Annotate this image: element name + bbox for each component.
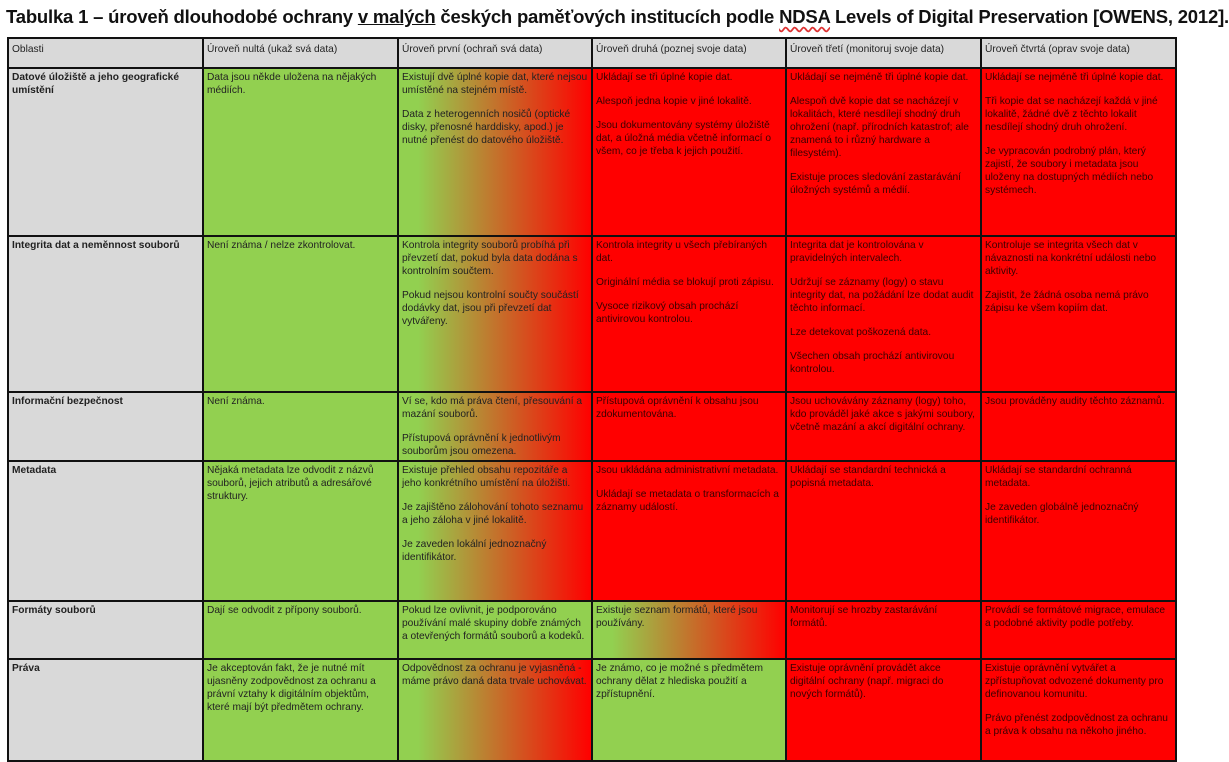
header-level-4: Úroveň čtvrtá (oprav svoje data) <box>981 38 1176 68</box>
level-1-cell <box>398 659 592 761</box>
table-row <box>8 392 1176 461</box>
caption-ndsa: NDSA <box>779 6 831 27</box>
area-cell: Datové úložiště a jeho geografické umístění <box>8 68 203 236</box>
cell-paragraph: Pokud nejsou kontrolní součty součástí dodávky dat, jsou při převzetí dat vytvářeny. <box>402 290 579 327</box>
cell-paragraph: Všechen obsah prochází antivirovou kontrolou. <box>790 351 955 375</box>
level-0-cell <box>203 236 398 392</box>
level-0-cell <box>203 659 398 761</box>
area-cell: Formáty souborů <box>8 601 203 659</box>
cell-paragraph: Jsou ukládána administrativní metadata. <box>596 465 779 476</box>
level-4-cell <box>981 392 1176 461</box>
level-4-cell <box>981 659 1176 761</box>
area-cell: Informační bezpečnost <box>8 392 203 461</box>
cell-paragraph: Vysoce rizikový obsah prochází antivirovou kontrolou. <box>596 301 739 325</box>
level-1-cell <box>398 461 592 601</box>
level-3-cell <box>786 461 981 601</box>
table-row <box>8 601 1176 659</box>
level-4-cell <box>981 461 1176 601</box>
level-0-cell <box>203 392 398 461</box>
level-3-cell <box>786 601 981 659</box>
cell-paragraph: Právo přenést zodpovědnost za ochranu a práva k obsahu na někoho jiného. <box>985 713 1168 737</box>
level-1-cell <box>398 601 592 659</box>
cell-paragraph: Ukládají se nejméně tři úplné kopie dat. <box>985 72 1164 83</box>
header-level-0: Úroveň nultá (ukaž svá data) <box>203 38 398 68</box>
header-level-3: Úroveň třetí (monitoruj svoje data) <box>786 38 981 68</box>
cell-paragraph: Kontroluje se integrita všech dat v návaznosti na konkrétní události nebo aktivity. <box>985 240 1157 277</box>
table-row <box>8 461 1176 601</box>
cell-paragraph: Pokud lze ovlivnit, je podporováno používání malé skupiny dobře známých a otevřených formátů souborů a kodeků. <box>402 605 585 642</box>
level-0-cell <box>203 461 398 601</box>
cell-paragraph: Je zajištěno zálohování tohoto seznamu a jeho záloha v jiné lokalitě. <box>402 502 584 526</box>
level-2-cell <box>592 236 786 392</box>
cell-paragraph: Existuje oprávnění provádět akce digitální ochrany (např. migraci do nových formátů). <box>790 663 944 700</box>
cell-paragraph: Originální média se blokují proti zápisu. <box>596 277 774 288</box>
table-body <box>8 68 1176 761</box>
level-4-cell <box>981 236 1176 392</box>
level-2-cell <box>592 392 786 461</box>
cell-paragraph: Ukládají se standardní ochranná metadata. <box>985 465 1132 489</box>
level-2-cell <box>592 461 786 601</box>
cell-paragraph: Jsou dokumentovány systémy úložiště dat, a úložná média včetně informací o všem, co je třeba k jejich použití. <box>596 120 771 157</box>
cell-paragraph: Lze detekovat poškozená data. <box>790 327 932 338</box>
cell-paragraph: Není známa. <box>207 396 265 407</box>
level-3-cell <box>786 659 981 761</box>
cell-paragraph: Existuje přehled obsahu repozitáře a jeho konkrétního umístění na úložišti. <box>402 465 571 489</box>
area-cell: Metadata <box>8 461 203 601</box>
cell-paragraph: Nějaká metadata lze odvodit z názvů souborů, jejich atributů a adresářové struktury. <box>207 465 374 502</box>
header-level-1: Úroveň první (ochraň svá data) <box>398 38 592 68</box>
cell-paragraph: Existuje seznam formátů, které jsou používány. <box>596 605 758 629</box>
level-2-cell <box>592 659 786 761</box>
caption-prefix: Tabulka 1 – úroveň dlouhodobé ochrany <box>6 6 358 27</box>
cell-paragraph: Kontrola integrity u všech přebíraných dat. <box>596 240 768 264</box>
cell-paragraph: Existují dvě úplné kopie dat, které nejsou umístěné na stejném místě. <box>402 72 588 96</box>
caption-middle: českých paměťových institucích podle <box>435 6 780 27</box>
cell-paragraph: Alespoň jedna kopie v jiné lokalitě. <box>596 96 752 107</box>
cell-paragraph: Přístupová oprávnění k obsahu jsou zdokumentována. <box>596 396 759 420</box>
cell-paragraph: Jsou prováděny audity těchto záznamů. <box>985 396 1165 407</box>
level-1-cell <box>398 236 592 392</box>
cell-paragraph: Ví se, kdo má práva čtení, přesouvání a mazání souborů. <box>402 396 583 420</box>
caption-rest: Levels of Digital Preservation [OWENS, 2012]. <box>830 6 1229 27</box>
header-level-2: Úroveň druhá (poznej svoje data) <box>592 38 786 68</box>
level-3-cell <box>786 68 981 236</box>
cell-paragraph: Existuje oprávnění vytvářet a zpřístupňovat odvozené dokumenty pro definovanou komunitu. <box>985 663 1164 700</box>
level-3-cell <box>786 236 981 392</box>
cell-paragraph: Dají se odvodit z přípony souborů. <box>207 605 362 616</box>
level-4-cell <box>981 601 1176 659</box>
cell-paragraph: Udržují se záznamy (logy) o stavu integrity dat, na požádání lze dodat audit těchto informací. <box>790 277 974 314</box>
cell-paragraph: Je akceptován fakt, že je nutné mít ujasněny zodpovědnost za ochranu a právní vztahy k digitálním objektům, které mají být předmětem ochrany. <box>207 663 376 713</box>
cell-paragraph: Je známo, co je možné s předmětem ochrany dělat z hlediska použití a zpřístupnění. <box>596 663 764 700</box>
cell-paragraph: Je zaveden lokální jednoznačný identifikátor. <box>402 539 547 563</box>
table-caption <box>6 6 1229 28</box>
cell-paragraph: Monitorují se hrozby zastarávání formátů. <box>790 605 938 629</box>
table-row <box>8 659 1176 761</box>
level-4-cell <box>981 68 1176 236</box>
cell-paragraph: Je zaveden globálně jednoznačný identifikátor. <box>985 502 1139 526</box>
level-0-cell <box>203 601 398 659</box>
cell-paragraph: Zajistit, že žádná osoba nemá právo zápisu ke všem kopiím dat. <box>985 290 1149 314</box>
level-3-cell <box>786 392 981 461</box>
cell-paragraph: Ukládají se standardní technická a popisná metadata. <box>790 465 946 489</box>
cell-paragraph: Je vypracován podrobný plán, který zajistí, že soubory i metadata jsou uloženy na dostupných médiích nebo systémech. <box>985 146 1154 196</box>
table-row <box>8 236 1176 392</box>
ndsa-levels-table <box>7 37 1177 762</box>
cell-paragraph: Ukládají se tři úplné kopie dat. <box>596 72 733 83</box>
cell-paragraph: Tři kopie dat se nacházejí každá v jiné lokalitě, žádné dvě z těchto lokalit nesdílejí shodný druh ohrožení. <box>985 96 1158 133</box>
level-2-cell <box>592 601 786 659</box>
table-row <box>8 68 1176 236</box>
cell-paragraph: Jsou uchovávány záznamy (logy) toho, kdo prováděl jaké akce s jakými soubory, včetně mazání a akcí digitální ochrany. <box>790 396 975 433</box>
cell-paragraph: Kontrola integrity souborů probíhá při převzetí dat, pokud byla data dodána s kontrolním součtem. <box>402 240 578 277</box>
cell-paragraph: Data jsou někde uložena na nějakých médiích. <box>207 72 377 96</box>
cell-paragraph: Odpovědnost za ochranu je vyjasněná - máme právo daná data trvale uchovávat. <box>402 663 587 687</box>
cell-paragraph: Ukládají se metadata o transformacích a záznamy událostí. <box>596 489 779 513</box>
cell-paragraph: Alespoň dvě kopie dat se nacházejí v lokalitách, které nesdílejí shodný druh ohrožení (např. přírodních katastrof; ale znamená to i různý hardware a filesystém). <box>790 96 969 159</box>
area-cell: Práva <box>8 659 203 761</box>
area-cell: Integrita dat a neměnnost souborů <box>8 236 203 392</box>
level-1-cell <box>398 68 592 236</box>
level-1-cell <box>398 392 592 461</box>
cell-paragraph: Ukládají se nejméně tři úplné kopie dat. <box>790 72 969 83</box>
cell-paragraph: Není známa / nelze zkontrolovat. <box>207 240 356 251</box>
cell-paragraph: Data z heterogenních nosičů (optické disky, přenosné harddisky, apod.) je nutné přenést do datového úložiště. <box>402 109 571 146</box>
header-areas: Oblasti <box>8 38 203 68</box>
caption-underlined: v malých <box>357 6 436 27</box>
cell-paragraph: Integrita dat je kontrolována v pravidelných intervalech. <box>790 240 924 264</box>
level-0-cell <box>203 68 398 236</box>
level-2-cell <box>592 68 786 236</box>
cell-paragraph: Provádí se formátové migrace, emulace a podobné aktivity podle potřeby. <box>985 605 1166 629</box>
cell-paragraph: Existuje proces sledování zastarávání úložných systémů a médií. <box>790 172 962 196</box>
cell-paragraph: Přístupová oprávnění k jednotlivým souborům jsou omezena. <box>402 433 561 457</box>
header-row <box>8 38 1176 68</box>
